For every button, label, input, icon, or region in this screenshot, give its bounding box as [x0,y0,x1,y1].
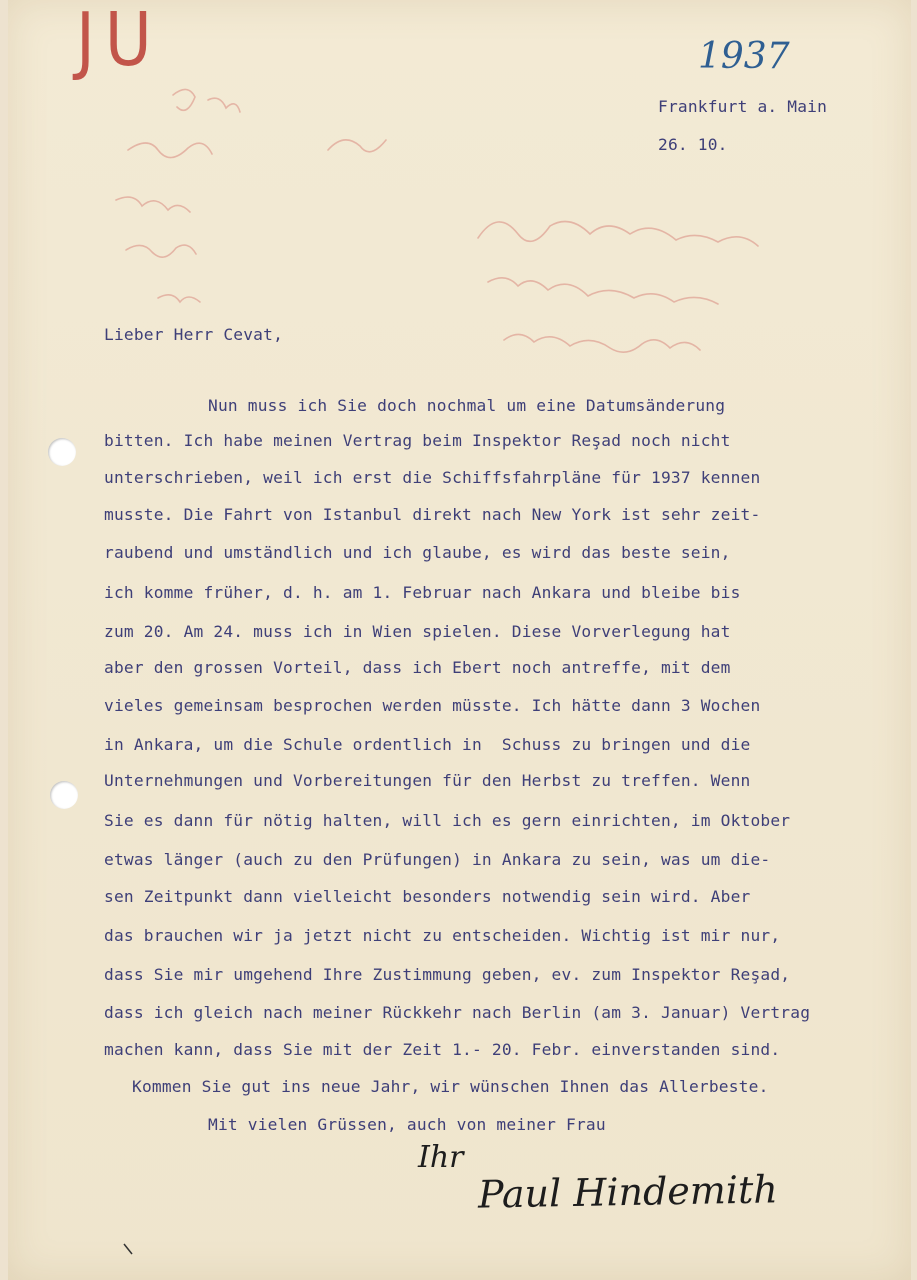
salutation: Lieber Herr Cevat, [104,325,284,344]
body-line: Nun muss ich Sie doch nochmal um eine Datumsänderung [208,396,726,415]
corner-mark [120,1240,140,1260]
body-line: unterschrieben, weil ich erst die Schiffsfahrpläne für 1937 kennen [104,468,761,487]
body-line: in Ankara, um die Schule ordentlich in Schuss zu bringen und die [104,735,751,754]
handwritten-year: 1937 [698,36,790,77]
body-line: bitten. Ich habe meinen Vertrag beim Inspektor Reşad noch nicht [104,431,731,450]
body-line: musste. Die Fahrt von Istanbul direkt nach New York ist sehr zeit- [104,505,761,524]
body-line: machen kann, dass Sie mit der Zeit 1.- 20. Febr. einverstanden sind. [104,1040,781,1059]
letter-place: Frankfurt a. Main [658,97,828,116]
body-line: sen Zeitpunkt dann vielleicht besonders notwendig sein wird. Aber [104,887,751,906]
handwritten-signature: Paul Hindemith [477,1167,779,1217]
body-line: Unternehmungen und Vorbereitungen für den Herbst zu treffen. Wenn [104,771,751,790]
red-initials: JU [76,0,162,84]
body-line: etwas länger (auch zu den Prüfungen) in Ankara zu sein, was um die- [104,850,771,869]
punch-hole-top [48,438,76,466]
body-line: dass Sie mir umgehend Ihre Zustimmung geben, ev. zum Inspektor Reşad, [104,965,791,984]
body-line: vieles gemeinsam besprochen werden müsste. Ich hätte dann 3 Wochen [104,696,761,715]
body-line: Sie es dann für nötig halten, will ich es gern einrichten, im Oktober [104,811,791,830]
body-line: zum 20. Am 24. muss ich in Wien spielen. Diese Vorverlegung hat [104,622,731,641]
closing-greeting: Mit vielen Grüssen, auch von meiner Frau [208,1115,606,1134]
body-line: raubend und umständlich und ich glaube, es wird das beste sein, [104,543,731,562]
letter-sheet [8,0,911,1280]
body-line: das brauchen wir ja jetzt nicht zu entscheiden. Wichtig ist mir nur, [104,926,781,945]
signature-prefix: Ihr [418,1140,464,1175]
letter-date: 26. 10. [658,135,728,154]
body-line: aber den grossen Vorteil, dass ich Ebert noch antreffe, mit dem [104,658,731,677]
body-line: dass ich gleich nach meiner Rückkehr nach Berlin (am 3. Januar) Vertrag [104,1003,811,1022]
body-line: ich komme früher, d. h. am 1. Februar nach Ankara und bleibe bis [104,583,741,602]
punch-hole-bottom [50,781,78,809]
closing-wishes: Kommen Sie gut ins neue Jahr, wir wünschen Ihnen das Allerbeste. [132,1077,769,1096]
